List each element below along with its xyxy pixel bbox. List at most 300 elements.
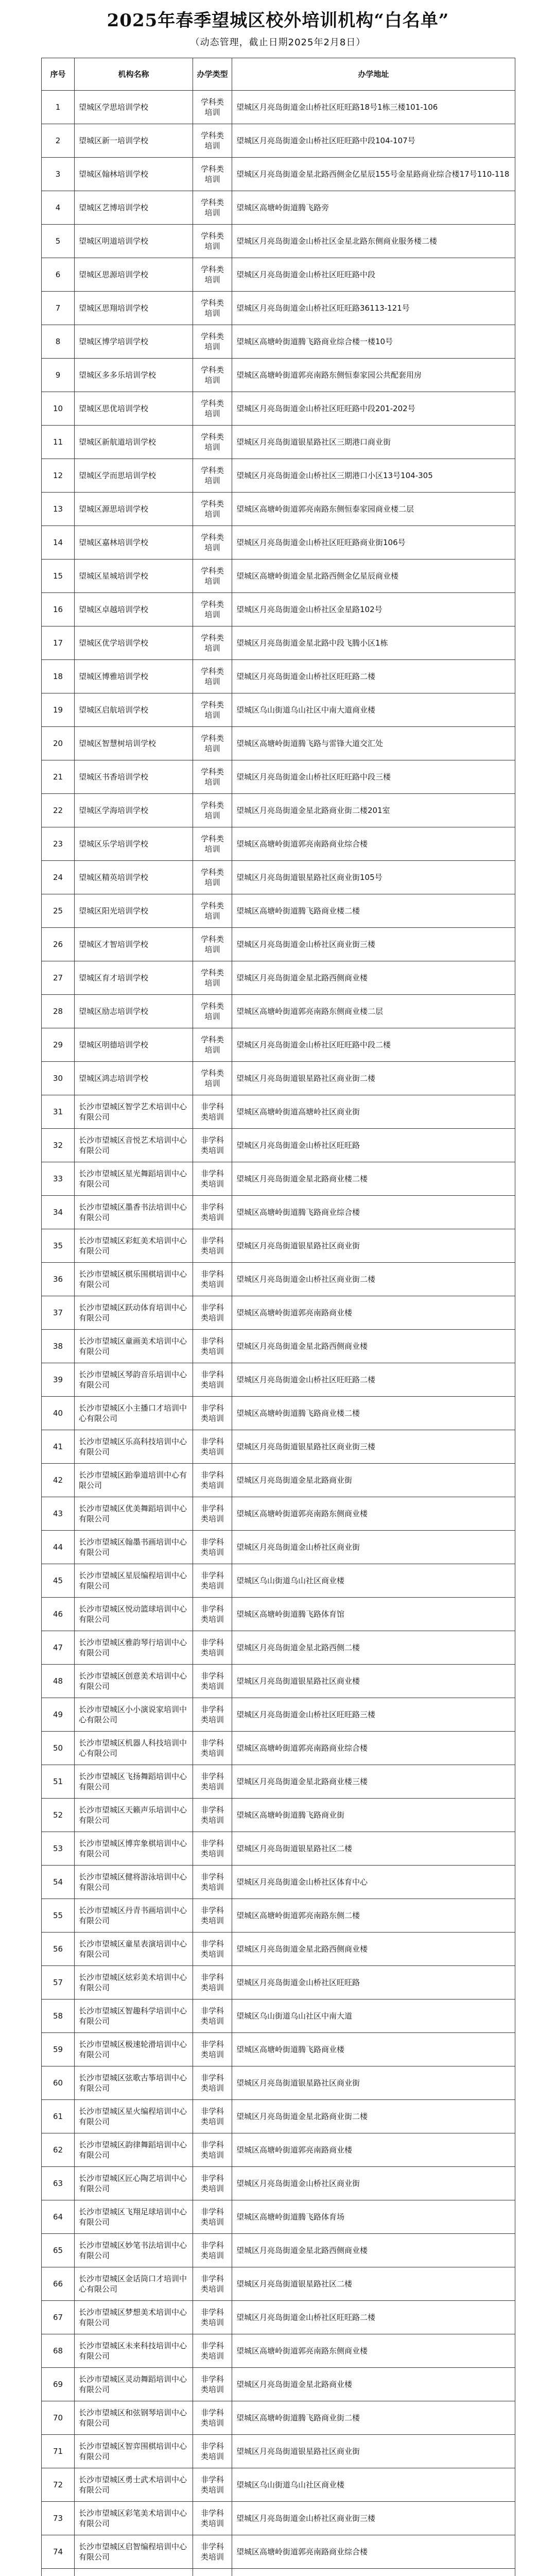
table-row [42,2535,515,2569]
cell-number: 45 [42,1564,75,1598]
table-row [42,2033,515,2066]
table-row [42,1263,515,1296]
table-row [42,526,515,560]
cell-type: 非学科类培训 [193,1229,232,1263]
table-row [42,1531,515,1564]
table-row [42,1497,515,1531]
cell-number: 66 [42,2267,75,2301]
cell-address: 望城区月亮岛街道金山桥社区旺旺路中段201-202号 [232,392,515,426]
table-row [42,1129,515,1162]
cell-number: 18 [42,660,75,693]
table-row [42,1765,515,1799]
cell-type: 学科类培训 [193,727,232,760]
cell-number: 14 [42,526,75,560]
cell-number: 31 [42,1095,75,1129]
cell-address: 望城区高塘岭街道郭亮南路商业综合楼 [232,1732,515,1765]
cell-address: 望城区月亮岛街道金山桥社区商业街三楼 [232,2502,515,2535]
cell-type: 非学科类培训 [193,2468,232,2502]
cell-org-name: 望城区阳光培训学校 [75,894,193,928]
cell-number: 27 [42,961,75,995]
cell-org-name: 长沙市望城区小主播口才培训中心有限公司 [75,1397,193,1430]
cell-address: 望城区高塘岭街道腾飞路商业楼二楼 [232,1397,515,1430]
cell-type: 学科类培训 [193,292,232,325]
cell-number: 16 [42,593,75,626]
cell-address: 望城区乌山街道乌山社区商业楼 [232,2468,515,2502]
table-row [42,1832,515,1866]
cell-address: 望城区月亮岛街道金山桥社区体育中心 [232,1866,515,1899]
cell-number: 60 [42,2066,75,2100]
cell-number: 8 [42,325,75,359]
cell-address: 望城区月亮岛街道金山桥社区金星路102号 [232,593,515,626]
cell-type: 非学科类培训 [193,2368,232,2401]
table-row [42,1162,515,1196]
cell-type: 非学科类培训 [193,2334,232,2368]
table-row [42,1698,515,1732]
cell-address: 望城区月亮岛街道金山桥社区金星北路东侧商业服务楼二楼 [232,225,515,258]
cell-type: 学科类培训 [193,493,232,526]
cell-address: 望城区月亮岛街道金山桥社区商业街三楼 [232,928,515,961]
cell-type: 学科类培训 [193,593,232,626]
cell-number: 65 [42,2234,75,2267]
header-cell-org-name: 机构名称 [75,58,193,91]
cell-org-name: 望城区明道培训学校 [75,225,193,258]
table-row [42,1732,515,1765]
cell-type: 非学科类培训 [193,1631,232,1665]
cell-type: 非学科类培训 [193,2167,232,2200]
cell-type: 非学科类培训 [193,2502,232,2535]
cell-number: 61 [42,2100,75,2133]
cell-address: 望城区高塘岭街道郭亮南路东侧商业楼二层 [232,995,515,1028]
cell-type: 学科类培训 [193,995,232,1028]
table-row [42,2234,515,2267]
cell-type: 非学科类培训 [193,1296,232,1330]
cell-number: 37 [42,1296,75,1330]
page-title: 2025年春季望城区校外培训机构“白名单” [107,10,449,31]
cell-number: 7 [42,292,75,325]
cell-address: 望城区月亮岛街道金星北路商业楼二楼 [232,1162,515,1196]
cell-org-name: 望城区嘉林培训学校 [75,526,193,560]
cell-org-name: 望城区育才培训学校 [75,961,193,995]
cell-org-name: 长沙市望城区弦歌古筝培训中心有限公司 [75,2066,193,2100]
cell-type: 学科类培训 [193,392,232,426]
table-row [42,2167,515,2200]
cell-type: 学科类培训 [193,961,232,995]
cell-number: 30 [42,1062,75,1095]
cell-address: 望城区乌山街道乌山社区中南大道 [232,1999,515,2033]
cell-number: 55 [42,1899,75,1933]
table-row [42,1430,515,1464]
cell-address: 望城区高塘岭街道腾飞路商业楼 [232,2033,515,2066]
table-row [42,995,515,1028]
cell-org-name: 长沙市望城区跃动体育培训中心有限公司 [75,1296,193,1330]
cell-org-name: 长沙市望城区博弈象棋培训中心有限公司 [75,1832,193,1866]
cell-org-name: 望城区卓越培训学校 [75,593,193,626]
cell-org-name: 长沙市望城区星辰编程培训中心有限公司 [75,1564,193,1598]
cell-number: 11 [42,426,75,459]
cell-number: 28 [42,995,75,1028]
cell-number: 53 [42,1832,75,1866]
cell-number: 56 [42,1933,75,1966]
cell-address: 望城区月亮岛街道金山桥社区旺旺路三楼 [232,1698,515,1732]
cell-type: 学科类培训 [193,91,232,124]
cell-address: 望城区高塘岭街道金星北路西侧金亿星辰商业楼 [232,560,515,593]
table-row [42,1933,515,1966]
cell-address: 望城区月亮岛街道金山桥社区旺旺路二楼 [232,1363,515,1397]
cell-org-name: 长沙市望城区健将游泳培训中心有限公司 [75,1866,193,1899]
cell-org-name: 长沙市望城区创意美术培训中心有限公司 [75,1665,193,1698]
table-row [42,1062,515,1095]
cell-type: 学科类培训 [193,191,232,225]
table-row [42,459,515,493]
cell-number: 34 [42,1196,75,1229]
table-row [42,928,515,961]
cell-number: 15 [42,560,75,593]
cell-number: 22 [42,794,75,827]
cell-address: 望城区高塘岭街道郭亮南路商业综合楼 [232,2535,515,2569]
cell-number: 9 [42,359,75,392]
cell-address: 望城区高塘岭街道郭亮南路东侧商业楼 [232,2334,515,2368]
table-row [42,1330,515,1363]
cell-type: 非学科类培训 [193,2133,232,2167]
cell-type: 非学科类培训 [193,2200,232,2234]
cell-address: 望城区月亮岛街道金星北路商业楼三楼 [232,1765,515,1799]
cell-org-name: 望城区优学培训学校 [75,626,193,660]
table-row [42,1866,515,1899]
table-row [42,894,515,928]
table-row [42,392,515,426]
table-row [42,1631,515,1665]
cell-address: 望城区高塘岭街道腾飞路旁 [232,191,515,225]
cell-number: 38 [42,1330,75,1363]
cell-number: 13 [42,493,75,526]
cell-address: 望城区乌山街道乌山社区商业楼 [232,1564,515,1598]
cell-address: 望城区月亮岛街道金星北路西侧商业楼 [232,961,515,995]
cell-number: 35 [42,1229,75,1263]
cell-number: 63 [42,2167,75,2200]
cell-type: 学科类培训 [193,124,232,158]
table-row [42,626,515,660]
cell-type: 学科类培训 [193,225,232,258]
cell-address: 望城区月亮岛街道银星路社区商业街 [232,2435,515,2468]
table-row [42,1899,515,1933]
table-row [42,760,515,794]
cell-org-name: 长沙市望城区梦想美术培训中心有限公司 [75,2301,193,2334]
table-row [42,593,515,626]
cell-number: 25 [42,894,75,928]
cell-address: 望城区月亮岛街道金星北路商业街二楼201室 [232,794,515,827]
cell-type: 学科类培训 [193,459,232,493]
cell-number: 26 [42,928,75,961]
cell-org-name: 望城区才智培训学校 [75,928,193,961]
cell-org-name: 长沙市望城区灵动舞蹈培训中心有限公司 [75,2368,193,2401]
table-row [42,1598,515,1631]
cell-number: 64 [42,2200,75,2234]
table-row [42,1665,515,1698]
table-row [42,292,515,325]
cell-type: 非学科类培训 [193,2301,232,2334]
cell-address: 望城区月亮岛街道金星北路西侧商业楼 [232,1933,515,1966]
cell-type: 学科类培训 [193,359,232,392]
cell-address: 望城区高塘岭街道郭亮南路东侧商业楼 [232,1497,515,1531]
cell-type: 非学科类培训 [193,1732,232,1765]
cell-number: 2 [42,124,75,158]
cell-type: 非学科类培训 [193,1933,232,1966]
table-row [42,2468,515,2502]
cell-org-name: 望城区源思培训学校 [75,493,193,526]
cell-number: 54 [42,1866,75,1899]
cell-type: 学科类培训 [193,526,232,560]
table-row [42,2334,515,2368]
cell-type: 学科类培训 [193,626,232,660]
cell-address [232,2569,515,2576]
table-row [42,1363,515,1397]
cell-number: 24 [42,861,75,894]
table-row [42,359,515,392]
cell-type: 非学科类培训 [193,1196,232,1229]
cell-org-name: 望城区启航培训学校 [75,693,193,727]
cell-address: 望城区月亮岛街道银星路社区商业街 [232,1229,515,1263]
cell-type: 非学科类培训 [193,2267,232,2301]
table-row [42,1799,515,1832]
cell-address: 望城区月亮岛街道银星路社区二楼 [232,1832,515,1866]
cell-address: 望城区高塘岭街道腾飞路体育馆 [232,1598,515,1631]
cell-address: 望城区高塘岭街道腾飞路与雷锋大道交汇处 [232,727,515,760]
table-row [42,2200,515,2234]
cell-type: 学科类培训 [193,827,232,861]
cell-number: 6 [42,258,75,292]
cell-number: 69 [42,2368,75,2401]
cell-number: 74 [42,2535,75,2569]
cell-org-name: 望城区精英培训学校 [75,861,193,894]
cell-type: 非学科类培训 [193,2100,232,2133]
cell-type: 非学科类培训 [193,1765,232,1799]
cell-type: 非学科类培训 [193,1129,232,1162]
cell-number: 3 [42,158,75,191]
cell-number [42,2569,75,2576]
table-row [42,2301,515,2334]
cell-type: 非学科类培训 [193,1363,232,1397]
cell-address: 望城区月亮岛街道金山桥社区旺旺路中段104-107号 [232,124,515,158]
cell-address: 望城区月亮岛街道金星北路商业街二楼 [232,2100,515,2133]
cell-org-name: 望城区思翔培训学校 [75,292,193,325]
cell-org-name: 望城区鸿志培训学校 [75,1062,193,1095]
cell-type: 学科类培训 [193,1062,232,1095]
cell-type: 学科类培训 [193,158,232,191]
header-cell-address: 办学地址 [232,58,515,91]
cell-number: 19 [42,693,75,727]
table-row [42,1397,515,1430]
cell-address: 望城区高塘岭街道郭亮南路东侧恒泰家园商业楼二层 [232,493,515,526]
cell-org-name [75,2569,193,2576]
cell-type: 学科类培训 [193,760,232,794]
cell-type: 非学科类培训 [193,2066,232,2100]
cell-number: 43 [42,1497,75,1531]
cell-number: 12 [42,459,75,493]
cell-address: 望城区月亮岛街道金山桥社区旺旺路商业街106号 [232,526,515,560]
cell-org-name: 望城区思优培训学校 [75,392,193,426]
table-row [42,861,515,894]
cell-type: 非学科类培训 [193,1095,232,1129]
cell-number: 5 [42,225,75,258]
cell-number: 44 [42,1531,75,1564]
table-row [42,2100,515,2133]
cell-type: 学科类培训 [193,426,232,459]
cell-address: 望城区月亮岛街道金星北路商业楼 [232,2368,515,2401]
cell-number: 73 [42,2502,75,2535]
table-row [42,2569,515,2576]
table-header-row [42,58,515,91]
cell-type: 学科类培训 [193,861,232,894]
cell-org-name: 望城区学海培训学校 [75,794,193,827]
cell-org-name: 望城区学而思培训学校 [75,459,193,493]
cell-address: 望城区月亮岛街道金山桥社区旺旺路中段二楼 [232,1028,515,1062]
table-row [42,91,515,124]
cell-type: 非学科类培训 [193,1330,232,1363]
cell-org-name: 望城区励志培训学校 [75,995,193,1028]
cell-address: 望城区高塘岭街道腾飞路商业综合楼一楼10号 [232,325,515,359]
cell-number: 41 [42,1430,75,1464]
cell-org-name: 长沙市望城区星光舞蹈培训中心有限公司 [75,1162,193,1196]
cell-org-name: 长沙市望城区墨香书法培训中心有限公司 [75,1196,193,1229]
cell-address: 望城区月亮岛街道金山桥社区商业街二楼 [232,1263,515,1296]
cell-address: 望城区月亮岛街道金山桥社区旺旺路中段三楼 [232,760,515,794]
cell-number: 42 [42,1464,75,1497]
cell-address: 望城区月亮岛街道金山桥社区旺旺路二楼 [232,660,515,693]
cell-org-name: 望城区博雅培训学校 [75,660,193,693]
cell-org-name: 长沙市望城区乐高科技培训中心有限公司 [75,1430,193,1464]
cell-type: 非学科类培训 [193,2033,232,2066]
cell-number: 62 [42,2133,75,2167]
cell-org-name: 望城区星城培训学校 [75,560,193,593]
cell-number: 36 [42,1263,75,1296]
table-row [42,2267,515,2301]
cell-address: 望城区月亮岛街道金星北路西侧二楼 [232,1631,515,1665]
cell-org-name: 望城区博学培训学校 [75,325,193,359]
cell-address: 望城区月亮岛街道金星北路商业街 [232,1464,515,1497]
table-row [42,727,515,760]
cell-number: 4 [42,191,75,225]
cell-org-name: 长沙市望城区翰墨书画培训中心有限公司 [75,1531,193,1564]
table-row [42,2502,515,2535]
cell-number: 67 [42,2301,75,2334]
cell-type: 非学科类培训 [193,1263,232,1296]
cell-address: 望城区月亮岛街道银星路社区商业街二楼 [232,1062,515,1095]
cell-org-name: 长沙市望城区炫彩美术培训中心有限公司 [75,1966,193,1999]
cell-type: 学科类培训 [193,693,232,727]
cell-type: 非学科类培训 [193,2435,232,2468]
cell-type [193,2569,232,2576]
table-row [42,2368,515,2401]
table-row [42,258,515,292]
cell-org-name: 望城区多多乐培训学校 [75,359,193,392]
cell-address: 望城区月亮岛街道银星路社区三期港口商业街 [232,426,515,459]
cell-address: 望城区高塘岭街道郭亮南路东侧恒泰家园公共配套用房 [232,359,515,392]
cell-type: 非学科类培训 [193,2535,232,2569]
table-row [42,660,515,693]
cell-org-name: 望城区思源培训学校 [75,258,193,292]
cell-type: 非学科类培训 [193,2234,232,2267]
table-row [42,961,515,995]
cell-address: 望城区高塘岭街道郭亮南路商业综合楼 [232,827,515,861]
cell-address: 望城区月亮岛街道金山桥社区旺旺路 [232,1129,515,1162]
cell-address: 望城区高塘岭街道郭亮南路商业楼 [232,2133,515,2167]
cell-org-name: 长沙市望城区彩虹美术培训中心有限公司 [75,1229,193,1263]
cell-number: 49 [42,1698,75,1732]
cell-type: 学科类培训 [193,928,232,961]
table-row [42,426,515,459]
cell-address: 望城区高塘岭街道腾飞路商业街 [232,1799,515,1832]
header-cell-type: 办学类型 [193,58,232,91]
table-row [42,124,515,158]
cell-type: 学科类培训 [193,1028,232,1062]
cell-org-name: 长沙市望城区勇士武术培训中心有限公司 [75,2468,193,2502]
cell-number: 50 [42,1732,75,1765]
cell-type: 非学科类培训 [193,2401,232,2435]
table-row [42,225,515,258]
cell-number: 21 [42,760,75,794]
cell-address: 望城区月亮岛街道金星北路西侧商业楼 [232,1330,515,1363]
cell-address: 望城区月亮岛街道银星路社区商业街 [232,2066,515,2100]
cell-type: 非学科类培训 [193,1866,232,1899]
cell-type: 学科类培训 [193,258,232,292]
cell-org-name: 望城区新航道培训学校 [75,426,193,459]
cell-type: 非学科类培训 [193,1531,232,1564]
page-subtitle: （动态管理，截止日期2025年2月8日） [190,37,366,48]
cell-address: 望城区月亮岛街道金山桥社区三期港口小区13号104-305 [232,459,515,493]
cell-number: 33 [42,1162,75,1196]
cell-number: 20 [42,727,75,760]
cell-org-name: 长沙市望城区智弈围棋培训中心有限公司 [75,2435,193,2468]
cell-number: 23 [42,827,75,861]
cell-address: 望城区月亮岛街道金山桥社区旺旺路二楼 [232,2301,515,2334]
cell-address: 望城区月亮岛街道金星北路中段飞腾小区1栋 [232,626,515,660]
cell-type: 学科类培训 [193,560,232,593]
cell-org-name: 长沙市望城区机器人科技培训中心有限公司 [75,1732,193,1765]
cell-org-name: 长沙市望城区彩笔美术培训中心有限公司 [75,2502,193,2535]
cell-org-name: 长沙市望城区棋乐围棋培训中心有限公司 [75,1263,193,1296]
cell-org-name: 长沙市望城区音悦艺术培训中心有限公司 [75,1129,193,1162]
cell-address: 望城区月亮岛街道银星路社区商业街三楼 [232,1430,515,1464]
cell-number: 59 [42,2033,75,2066]
cell-type: 非学科类培训 [193,1430,232,1464]
cell-org-name: 望城区翰林培训学校 [75,158,193,191]
cell-address: 望城区月亮岛街道金山桥社区旺旺路中段 [232,258,515,292]
cell-number: 51 [42,1765,75,1799]
table-row [42,1564,515,1598]
cell-org-name: 长沙市望城区未来科技培训中心有限公司 [75,2334,193,2368]
cell-number: 29 [42,1028,75,1062]
cell-address: 望城区月亮岛街道金山桥社区旺旺路 [232,1966,515,1999]
cell-org-name: 望城区乐学培训学校 [75,827,193,861]
cell-org-name: 望城区书香培训学校 [75,760,193,794]
cell-address: 望城区月亮岛街道金山桥社区商业街 [232,2167,515,2200]
cell-org-name: 长沙市望城区童画美术培训中心有限公司 [75,1330,193,1363]
table-body [42,91,515,2576]
cell-address: 望城区月亮岛街道金山桥社区旺旺路18号1栋三楼101-106 [232,91,515,124]
cell-type: 学科类培训 [193,325,232,359]
cell-org-name: 长沙市望城区金话筒口才培训中心有限公司 [75,2267,193,2301]
cell-type: 学科类培训 [193,660,232,693]
cell-org-name: 长沙市望城区韵律舞蹈培训中心有限公司 [75,2133,193,2167]
cell-org-name: 长沙市望城区童星表演培训中心有限公司 [75,1933,193,1966]
cell-number: 47 [42,1631,75,1665]
cell-type: 学科类培训 [193,794,232,827]
cell-number: 70 [42,2401,75,2435]
table-row [42,1095,515,1129]
cell-org-name: 长沙市望城区跆拳道培训中心有限公司 [75,1464,193,1497]
table-row [42,827,515,861]
cell-org-name: 长沙市望城区丹青书画培训中心有限公司 [75,1899,193,1933]
